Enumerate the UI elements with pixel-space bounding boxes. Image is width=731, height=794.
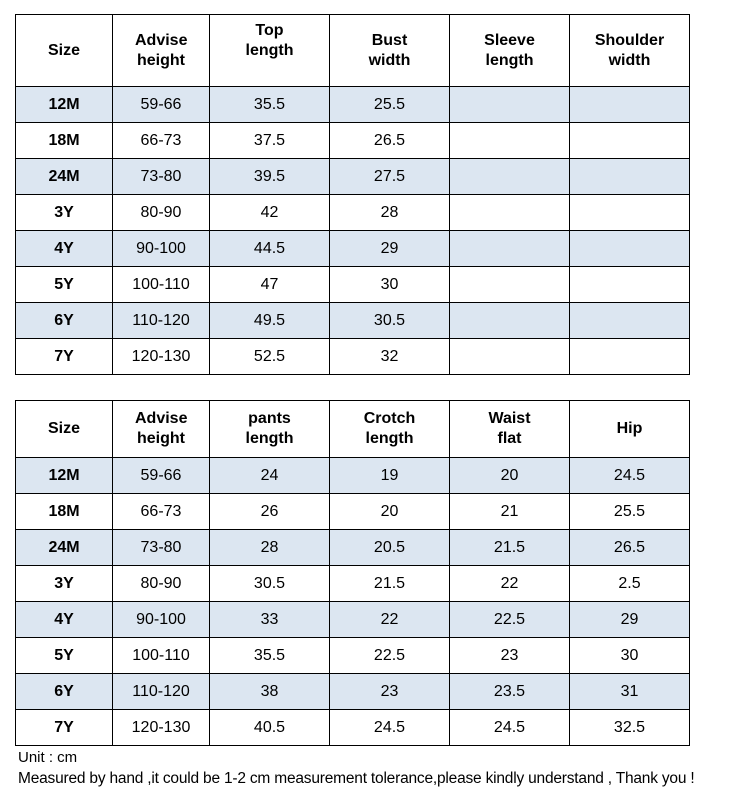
table-cell: 2.5 bbox=[570, 566, 690, 602]
table-cell: 49.5 bbox=[210, 303, 330, 339]
table-cell: 27.5 bbox=[330, 159, 450, 195]
table-cell: 80-90 bbox=[113, 566, 210, 602]
table-row bbox=[16, 339, 690, 375]
table-cell: 25.5 bbox=[330, 87, 450, 123]
size-cell: 18M bbox=[16, 494, 113, 530]
table-cell bbox=[450, 87, 570, 123]
table-cell: 28 bbox=[330, 195, 450, 231]
table-row bbox=[16, 303, 690, 339]
table-cell bbox=[450, 339, 570, 375]
bottom-size-table bbox=[15, 400, 690, 746]
table-cell: 73-80 bbox=[113, 530, 210, 566]
table-cell: 19 bbox=[330, 458, 450, 494]
table-cell bbox=[450, 195, 570, 231]
table-cell: 35.5 bbox=[210, 638, 330, 674]
table-row bbox=[16, 195, 690, 231]
table-row bbox=[16, 231, 690, 267]
table-cell: 110-120 bbox=[113, 674, 210, 710]
header-cell: Shoulder width bbox=[570, 15, 690, 87]
table-cell bbox=[450, 303, 570, 339]
table-cell: 24 bbox=[210, 458, 330, 494]
size-cell: 4Y bbox=[16, 231, 113, 267]
header-cell: Size bbox=[16, 15, 113, 87]
table-row bbox=[16, 674, 690, 710]
size-cell: 7Y bbox=[16, 339, 113, 375]
table-cell bbox=[450, 231, 570, 267]
table-row bbox=[16, 87, 690, 123]
table-cell: 23.5 bbox=[450, 674, 570, 710]
header-cell: Size bbox=[16, 401, 113, 458]
table-cell: 22.5 bbox=[330, 638, 450, 674]
table-cell: 26 bbox=[210, 494, 330, 530]
table-cell bbox=[570, 267, 690, 303]
header-cell: pants length bbox=[210, 401, 330, 458]
table-cell: 22.5 bbox=[450, 602, 570, 638]
table-cell: 21 bbox=[450, 494, 570, 530]
size-cell: 5Y bbox=[16, 267, 113, 303]
table-cell bbox=[450, 159, 570, 195]
table-cell bbox=[570, 87, 690, 123]
header-cell: Sleeve length bbox=[450, 15, 570, 87]
size-cell: 24M bbox=[16, 159, 113, 195]
table-cell: 52.5 bbox=[210, 339, 330, 375]
table-cell: 29 bbox=[570, 602, 690, 638]
table-cell: 120-130 bbox=[113, 339, 210, 375]
table-cell: 23 bbox=[330, 674, 450, 710]
table-cell bbox=[570, 195, 690, 231]
table-cell: 22 bbox=[330, 602, 450, 638]
table-cell: 80-90 bbox=[113, 195, 210, 231]
table-cell: 42 bbox=[210, 195, 330, 231]
table-cell bbox=[570, 303, 690, 339]
table-cell: 90-100 bbox=[113, 602, 210, 638]
table-cell: 26.5 bbox=[570, 530, 690, 566]
table-cell: 21.5 bbox=[330, 566, 450, 602]
table-cell: 38 bbox=[210, 674, 330, 710]
table-cell: 23 bbox=[450, 638, 570, 674]
table-cell: 66-73 bbox=[113, 123, 210, 159]
table-cell: 32 bbox=[330, 339, 450, 375]
header-row bbox=[16, 401, 690, 458]
table-cell: 29 bbox=[330, 231, 450, 267]
table-cell: 31 bbox=[570, 674, 690, 710]
table-cell: 20.5 bbox=[330, 530, 450, 566]
size-cell: 3Y bbox=[16, 566, 113, 602]
size-cell: 6Y bbox=[16, 674, 113, 710]
table-row bbox=[16, 566, 690, 602]
header-cell: Waist flat bbox=[450, 401, 570, 458]
table-cell: 21.5 bbox=[450, 530, 570, 566]
table-cell: 39.5 bbox=[210, 159, 330, 195]
table-cell: 40.5 bbox=[210, 710, 330, 746]
table-row bbox=[16, 710, 690, 746]
table-cell: 73-80 bbox=[113, 159, 210, 195]
table-cell: 30 bbox=[330, 267, 450, 303]
size-cell: 6Y bbox=[16, 303, 113, 339]
table-cell: 47 bbox=[210, 267, 330, 303]
size-cell: 24M bbox=[16, 530, 113, 566]
top-size-table bbox=[15, 14, 690, 375]
table-cell bbox=[570, 159, 690, 195]
table-cell: 120-130 bbox=[113, 710, 210, 746]
header-cell: Advise height bbox=[113, 15, 210, 87]
size-cell: 7Y bbox=[16, 710, 113, 746]
header-cell: Advise height bbox=[113, 401, 210, 458]
table-cell: 24.5 bbox=[330, 710, 450, 746]
table-cell: 100-110 bbox=[113, 638, 210, 674]
header-cell: Hip bbox=[570, 401, 690, 458]
table-cell bbox=[450, 267, 570, 303]
table-cell: 28 bbox=[210, 530, 330, 566]
table-cell: 35.5 bbox=[210, 87, 330, 123]
table-cell: 33 bbox=[210, 602, 330, 638]
table-cell: 100-110 bbox=[113, 267, 210, 303]
table-cell bbox=[570, 339, 690, 375]
table-row bbox=[16, 267, 690, 303]
table-cell: 32.5 bbox=[570, 710, 690, 746]
table-cell: 59-66 bbox=[113, 458, 210, 494]
header-cell: Top length bbox=[210, 15, 330, 87]
table-cell: 30.5 bbox=[210, 566, 330, 602]
table-cell bbox=[570, 231, 690, 267]
table-row bbox=[16, 159, 690, 195]
table-cell: 59-66 bbox=[113, 87, 210, 123]
table-cell: 24.5 bbox=[450, 710, 570, 746]
table-cell: 44.5 bbox=[210, 231, 330, 267]
table-cell: 37.5 bbox=[210, 123, 330, 159]
table-cell: 26.5 bbox=[330, 123, 450, 159]
table-cell: 30.5 bbox=[330, 303, 450, 339]
table-cell: 20 bbox=[450, 458, 570, 494]
table-row bbox=[16, 530, 690, 566]
table-row bbox=[16, 602, 690, 638]
size-cell: 4Y bbox=[16, 602, 113, 638]
header-row bbox=[16, 15, 690, 87]
table-cell bbox=[450, 123, 570, 159]
table-row bbox=[16, 638, 690, 674]
table-cell: 25.5 bbox=[570, 494, 690, 530]
table-row bbox=[16, 458, 690, 494]
table-cell: 20 bbox=[330, 494, 450, 530]
table-cell: 90-100 bbox=[113, 231, 210, 267]
table-row bbox=[16, 123, 690, 159]
table-cell: 110-120 bbox=[113, 303, 210, 339]
unit-note: Unit : cm bbox=[18, 749, 78, 766]
table-row bbox=[16, 494, 690, 530]
size-cell: 5Y bbox=[16, 638, 113, 674]
header-cell: Crotch length bbox=[330, 401, 450, 458]
tolerance-note: Measured by hand ,it could be 1-2 cm measurement tolerance,please kindly understand , Thank you ! bbox=[18, 770, 695, 787]
size-cell: 18M bbox=[16, 123, 113, 159]
table-cell: 30 bbox=[570, 638, 690, 674]
table-cell: 22 bbox=[450, 566, 570, 602]
header-cell: Bust width bbox=[330, 15, 450, 87]
table-cell bbox=[570, 123, 690, 159]
table-cell: 66-73 bbox=[113, 494, 210, 530]
table-cell: 24.5 bbox=[570, 458, 690, 494]
size-cell: 12M bbox=[16, 87, 113, 123]
size-cell: 3Y bbox=[16, 195, 113, 231]
size-cell: 12M bbox=[16, 458, 113, 494]
